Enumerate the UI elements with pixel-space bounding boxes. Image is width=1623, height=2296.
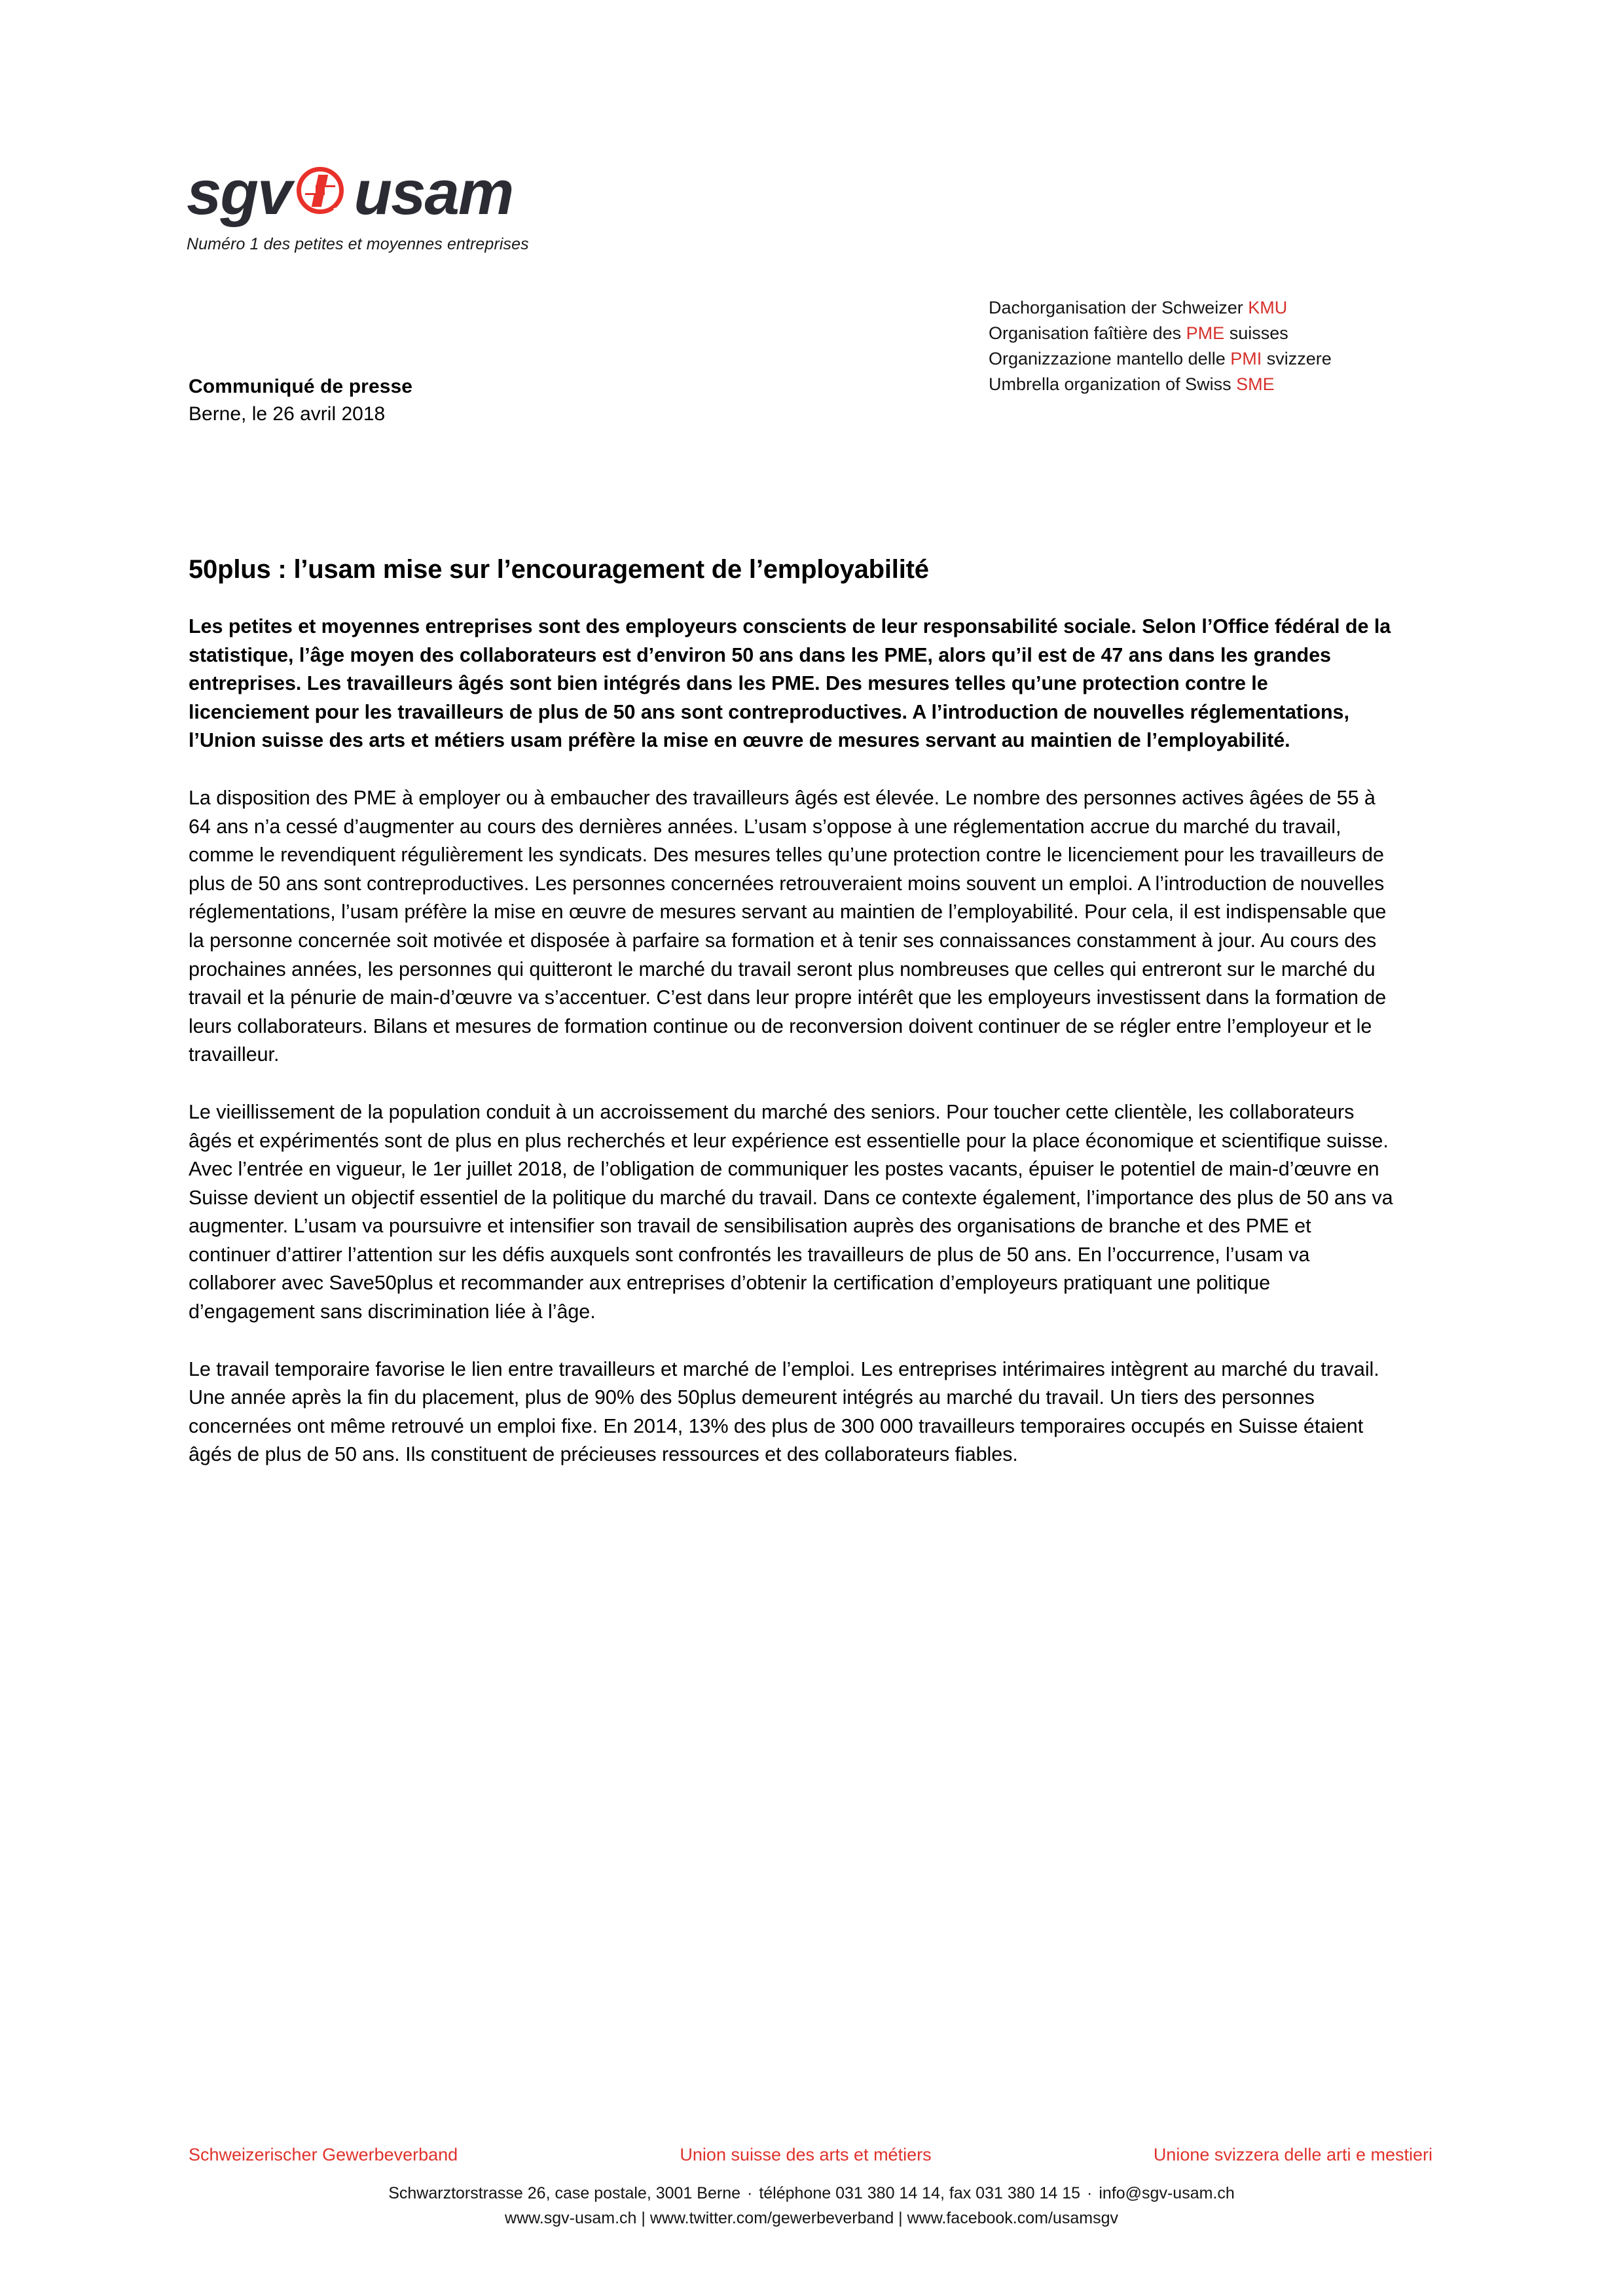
header-org-line-de	[989, 295, 1332, 321]
document-meta	[189, 373, 412, 428]
lead-paragraph: Les petites et moyennes entreprises sont des employeurs conscients de leur responsabilité sociale. Selon l’Office fédéral de la statistique, l’âge moyen des collaborateurs est d’environ 50 ans dans les PME, alors qu’il est de 47 ans dans les grandes entreprises. Les travailleurs âgés sont bien intégrés dans les PME. Des mesures telles qu’une protection contre le licenciement pour les travailleurs de plus de 50 ans sont contreproductives. A l’introduction de nouvelles réglementations, l’Union suisse des arts et métiers usam préfère la mise en œuvre de mesures servant au maintien de l’employabilité.	[189, 615, 1391, 752]
header-org-fr-prefix: Organisation faîtière des	[989, 323, 1186, 343]
header-org-line-fr	[989, 321, 1332, 346]
body-paragraph-3: Le travail temporaire favorise le lien entre travailleurs et marché de l’emploi. Les entreprises intérimaires intègrent au marché du travail. Une année après la fin du placement, plus de 90% des 50plus demeurent intégrés au marché du travail. Un tiers des personnes concernées ont même retrouvé un emploi fixe. En 2014, 13% des plus de 300 000 travailleurs temporaires occupés en Suisse étaient âgés de plus de 50 ans. Ils constituent de précieuses ressources et des collaborateurs fiables.	[189, 1357, 1379, 1466]
logo-text-sgv: sgv	[187, 158, 291, 228]
footer-org-it: Unione svizzera delle arti e mestieri	[1153, 2145, 1432, 2164]
page-footer	[0, 2143, 1623, 2231]
footer-organization-names	[189, 2143, 1432, 2166]
header-org-line-en	[989, 372, 1332, 397]
footer-contact	[0, 2181, 1623, 2231]
document-place-date: Berne, le 26 avril 2018	[189, 403, 386, 425]
footer-phone: téléphone 031 380 14 14, fax 031 380 14 15	[759, 2184, 1081, 2202]
footer-org-de: Schweizerischer Gewerbeverband	[189, 2145, 458, 2164]
footer-sep-2: ·	[1087, 2184, 1093, 2202]
header-organization-lines	[989, 295, 1332, 397]
footer-address: Schwarztorstrasse 26, case postale, 3001 Berne	[388, 2184, 740, 2202]
header-org-en-prefix: Umbrella organization of Swiss	[989, 374, 1237, 394]
footer-contact-line-2[interactable]	[0, 2206, 1623, 2231]
footer-sep-1: ·	[747, 2184, 753, 2202]
header-org-line-it	[989, 346, 1332, 372]
header-org-it-highlight: PMI	[1230, 349, 1262, 368]
document-kicker: Communiqué de presse	[189, 376, 413, 397]
page-title: 50plus : l’usam mise sur l’encouragement de l’employabilité	[189, 554, 929, 584]
logo-tagline: Numéro 1 des petites et moyennes entreprises	[187, 235, 529, 253]
footer-contact-line-1	[0, 2181, 1623, 2206]
sgv-usam-logo	[187, 160, 593, 254]
body-paragraph-1: La disposition des PME à employer ou à embaucher des travailleurs âgés est élevée. Le nombre des personnes actives âgées de 55 à 64 ans n’a cessé d’augmenter au cours des dernières années. L’usam s’oppose à une réglementation accrue du marché du travail, comme le revendiquent régulièrement les syndicats. Des mesures telles qu’une protection contre le licenciement pour les travailleurs de plus de 50 ans sont contreproductives. Les personnes concernées retrouveraient moins souvent un emploi. A l’introduction de nouvelles réglementations, l’usam préfère la mise en œuvre de mesures servant au maintien de l’employabilité. Pour cela, il est indispensable que la personne concernée soit motivée et disposée à parfaire sa formation et à tenir ses connaissances constamment à jour. Au cours des prochaines années, les personnes qui quitteront le marché du travail seront plus nombreuses que celles qui entreront sur le marché du travail et la pénurie de main-d’œuvre va s’accentuer. C’est dans leur propre intérêt que les employeurs investissent dans la formation de leurs collaborateurs. Bilans et mesures de formation continue ou de reconversion doivent continuer de se régler entre l’employeur et le travailleur.	[189, 786, 1387, 1066]
header-org-fr-suffix: suisses	[1224, 323, 1288, 343]
header-org-de-prefix: Dachorganisation der Schweizer	[989, 298, 1249, 317]
header-org-it-suffix: svizzere	[1262, 349, 1332, 368]
header-org-en-highlight: SME	[1236, 374, 1275, 394]
footer-email[interactable]: info@sgv-usam.ch	[1099, 2184, 1235, 2202]
header-org-de-highlight: KMU	[1248, 298, 1288, 317]
swiss-cross-circle-icon	[295, 165, 351, 221]
logo-wordmark	[187, 160, 593, 226]
footer-web-links[interactable]: www.sgv-usam.ch | www.twitter.com/gewerbeverband | www.facebook.com/usamsgv	[505, 2209, 1118, 2227]
logo-text-usam: usam	[354, 158, 513, 228]
header-org-it-prefix: Organizzazione mantello delle	[989, 349, 1231, 368]
document-body	[189, 613, 1393, 1469]
footer-org-fr: Union suisse des arts et métiers	[680, 2145, 932, 2164]
body-paragraph-2: Le vieillissement de la population conduit à un accroissement du marché des seniors. Pour toucher cette clientèle, les collaborateurs âgés et expérimentés sont de plus en plus recherchés et leur expérience est essentielle pour la place économique et scientifique suisse. Avec l’entrée en vigueur, le 1er juillet 2018, de l’obligation de communiquer les postes vacants, épuiser le potentiel de main-d’œuvre en Suisse devient un objectif essentiel de la politique du marché du travail. Dans ce contexte également, l’importance des plus de 50 ans va augmenter. L’usam va poursuivre et intensifier son travail de sensibilisation auprès des organisations de branche et des PME et continuer d’attirer l’attention sur les défis auxquels sont confrontés les travailleurs de plus de 50 ans. En l’occurrence, l’usam va collaborer avec Save50plus et recommander aux entreprises d’obtenir la certification d’employeurs pratiquant une politique d’engagement sans discrimination liée à l’âge.	[189, 1100, 1393, 1323]
header-org-fr-highlight: PME	[1186, 323, 1225, 343]
